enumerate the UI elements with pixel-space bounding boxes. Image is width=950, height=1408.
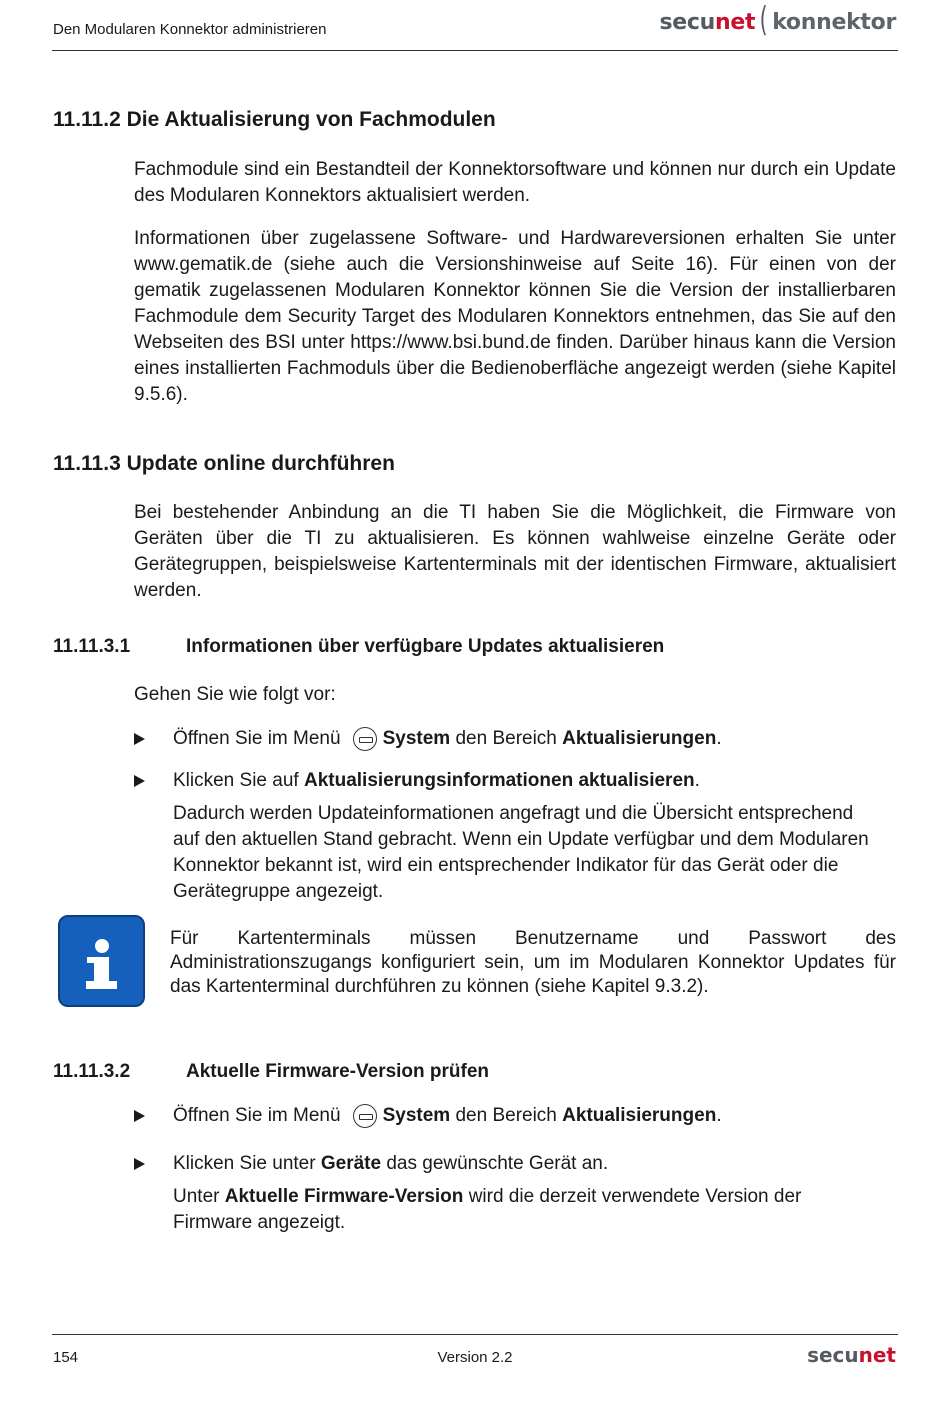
step-text: den Bereich [455, 728, 557, 749]
step-click-device [134, 1151, 608, 1177]
info-icon [58, 915, 145, 1007]
step-text: den Bereich [455, 1105, 557, 1126]
heading-title: Informationen über verfügbare Updates aktualisieren [186, 636, 665, 657]
logo-secu: secu [659, 9, 716, 35]
system-menu-icon [353, 727, 377, 751]
menu-system-label: System [382, 1105, 451, 1126]
step-punct: . [716, 1105, 722, 1126]
logo-secu: secu [807, 1343, 859, 1367]
intro-text: Gehen Sie wie folgt vor: [134, 684, 336, 705]
version-label: Version 2.2 [437, 1349, 513, 1366]
secunet-konnektor-logo [659, 2, 896, 42]
logo-net: net [858, 1343, 896, 1367]
step-text: Öffnen Sie im Menü [173, 1105, 341, 1126]
paragraph-anbindung: Bei bestehender Anbindung an die TI haben Sie die Möglichkeit, die Firmware von Geräten über die TI zu aktualisieren. Es können wahlweise einzelne Geräte oder Gerätegruppen, beispielsweise Kartenterminals mit der identischen Firmware, aktualisiert werden. [134, 502, 896, 601]
firmware-version-label: Aktuelle Firmware-Version [224, 1186, 464, 1207]
paragraph-fachmodule: Fachmodule sind ein Bestandteil der Konnektorsoftware und können nur durch ein Update des Modularen Konnektors aktualisiert werden. [134, 159, 896, 206]
logo-konnektor: konnektor [772, 9, 896, 35]
firmware-description [173, 1184, 873, 1236]
step-description: Dadurch werden Updateinformationen angefragt und die Übersicht entsprechend auf den aktuellen Stand gebracht. Wenn ein Update verfügbar und dem Modularen Konnektor bekannt ist, wird ein entsprechender Indikator für das Gerät oder die Gerätegruppe angezeigt. [173, 803, 869, 902]
header-title: Den Modularen Konnektor administrieren [53, 21, 327, 38]
bullet-triangle-icon [134, 1110, 145, 1122]
button-label-ref: Aktualisierungsinformationen aktualisieren [303, 770, 695, 791]
page-number: 154 [53, 1349, 79, 1366]
heading-11-11-3-1 [53, 636, 664, 658]
area-aktualisierungen-label: Aktualisierungen [562, 728, 717, 749]
logo-paren: ( [759, 0, 768, 40]
area-aktualisierungen-label: Aktualisierungen [562, 1105, 717, 1126]
system-menu-icon [353, 1104, 377, 1128]
bullet-triangle-icon [134, 1158, 145, 1170]
heading-11-11-2: 11.11.2 Die Aktualisierung von Fachmodulen [53, 108, 496, 131]
logo-net: net [715, 9, 756, 35]
geraete-label: Geräte [320, 1153, 382, 1174]
paragraph-informationen: Informationen über zugelassene Software- und Hardwareversionen erhalten Sie unter www.gematik.de (siehe auch die Versionshinweise auf Seite 16). Für einen von der gematik zugelassenen Modularen Konnektor können Sie die Version der installierbaren Fachmodule dem Security Target des Modularen Konnektors entnehmen, das Sie auf den Webseiten des BSI unter https://www.bsi.bund.de finden. Darüber hinaus kann die Version eines installierten Fachmoduls über die Bedienoberfläche angezeigt werden (siehe Kapitel 9.5.6). [134, 228, 896, 405]
step-text: das gewünschte Gerät an. [386, 1153, 609, 1174]
desc-text: Unter [173, 1186, 220, 1207]
step-punct: . [694, 770, 700, 791]
step-text: Klicken Sie auf [173, 770, 299, 791]
heading-number: 11.11.3.2 [53, 1061, 131, 1082]
footer-rule [52, 1334, 898, 1335]
step-open-menu [134, 726, 722, 752]
secunet-logo [807, 1343, 896, 1367]
heading-11-11-3: 11.11.3 Update online durchführen [53, 452, 395, 475]
heading-title: Aktuelle Firmware-Version prüfen [186, 1061, 490, 1082]
heading-11-11-3-2 [53, 1061, 489, 1083]
step-open-menu-2 [134, 1103, 722, 1129]
menu-system-label: System [382, 728, 451, 749]
desc-text: wird die derzeit verwendete Version der Firmware angezeigt. [173, 1186, 802, 1233]
bullet-triangle-icon [134, 775, 145, 787]
header-rule [52, 50, 898, 51]
step-text: Öffnen Sie im Menü [173, 728, 341, 749]
bullet-triangle-icon [134, 733, 145, 745]
info-note: Für Kartenterminals müssen Benutzername und Passwort des Administrationszugangs konfiguriert sein, um im Modularen Konnektor Updates für das Kartenterminal durchführen zu können (siehe Kapitel 9.3.2). [170, 928, 896, 997]
step-punct: . [716, 728, 722, 749]
step-click-update-info [134, 768, 700, 794]
step-text: Klicken Sie unter [173, 1153, 316, 1174]
heading-number: 11.11.3.1 [53, 636, 131, 657]
